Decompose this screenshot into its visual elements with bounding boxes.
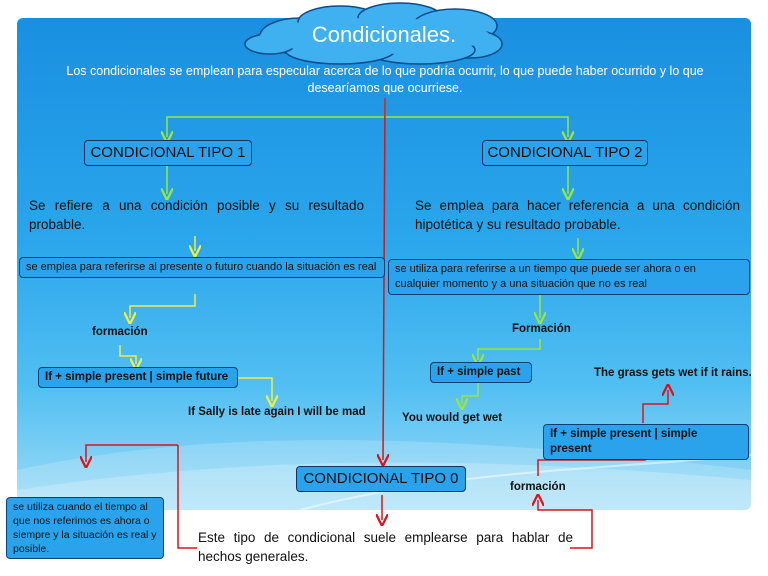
tipo0-formula-box: If + simple present | simple present (543, 424, 749, 460)
tipo1-formula-box: If + simple present | simple future (38, 367, 238, 388)
tipo1-formation-label: formación (92, 326, 148, 338)
tipo0-example: The grass gets wet if it rains. (594, 367, 752, 379)
tipo1-header: CONDICIONAL TIPO 1 (84, 140, 252, 166)
tipo2-formula-box: If + simple past (430, 362, 532, 383)
tipo2-header: CONDICIONAL TIPO 2 (482, 140, 648, 166)
intro-text: Los condicionales se emplean para especular acerca de lo que podría ocurrir, lo que puede haber ocurrido y lo que desearíamos que ocurriese. (66, 64, 704, 95)
tipo0-header: CONDICIONAL TIPO 0 (296, 466, 466, 492)
tipo1-example: If Sally is late again I will be mad (188, 406, 366, 418)
tipo2-formation-label: Formación (512, 323, 571, 335)
tipo1-description: Se refiere a una condición posible y su resultado probable. (29, 198, 364, 232)
tipo0-usage-box: se utiliza cuando el tiempo al que nos referimos es ahora o siempre y la situación es real y posible. (6, 497, 164, 559)
tipo2-example: You would get wet (402, 412, 503, 424)
tipo2-description: Se emplea para hacer referencia a una condición hipotética y su resultado probable. (415, 198, 740, 232)
tipo1-usage-box: se emplea para referirse al presente o futuro cuando la situación es real (19, 257, 385, 278)
tipo0-description: Este tipo de condicional suele emplearse para hablar de hechos generales. (198, 530, 573, 564)
tipo2-usage-box: se utiliza para referirse a un tiempo que puede ser ahora o en cualquier momento y a una situación que no es real (388, 259, 750, 295)
tipo0-formation-label: formación (510, 481, 566, 493)
page-title: Condicionales. (311, 22, 457, 47)
